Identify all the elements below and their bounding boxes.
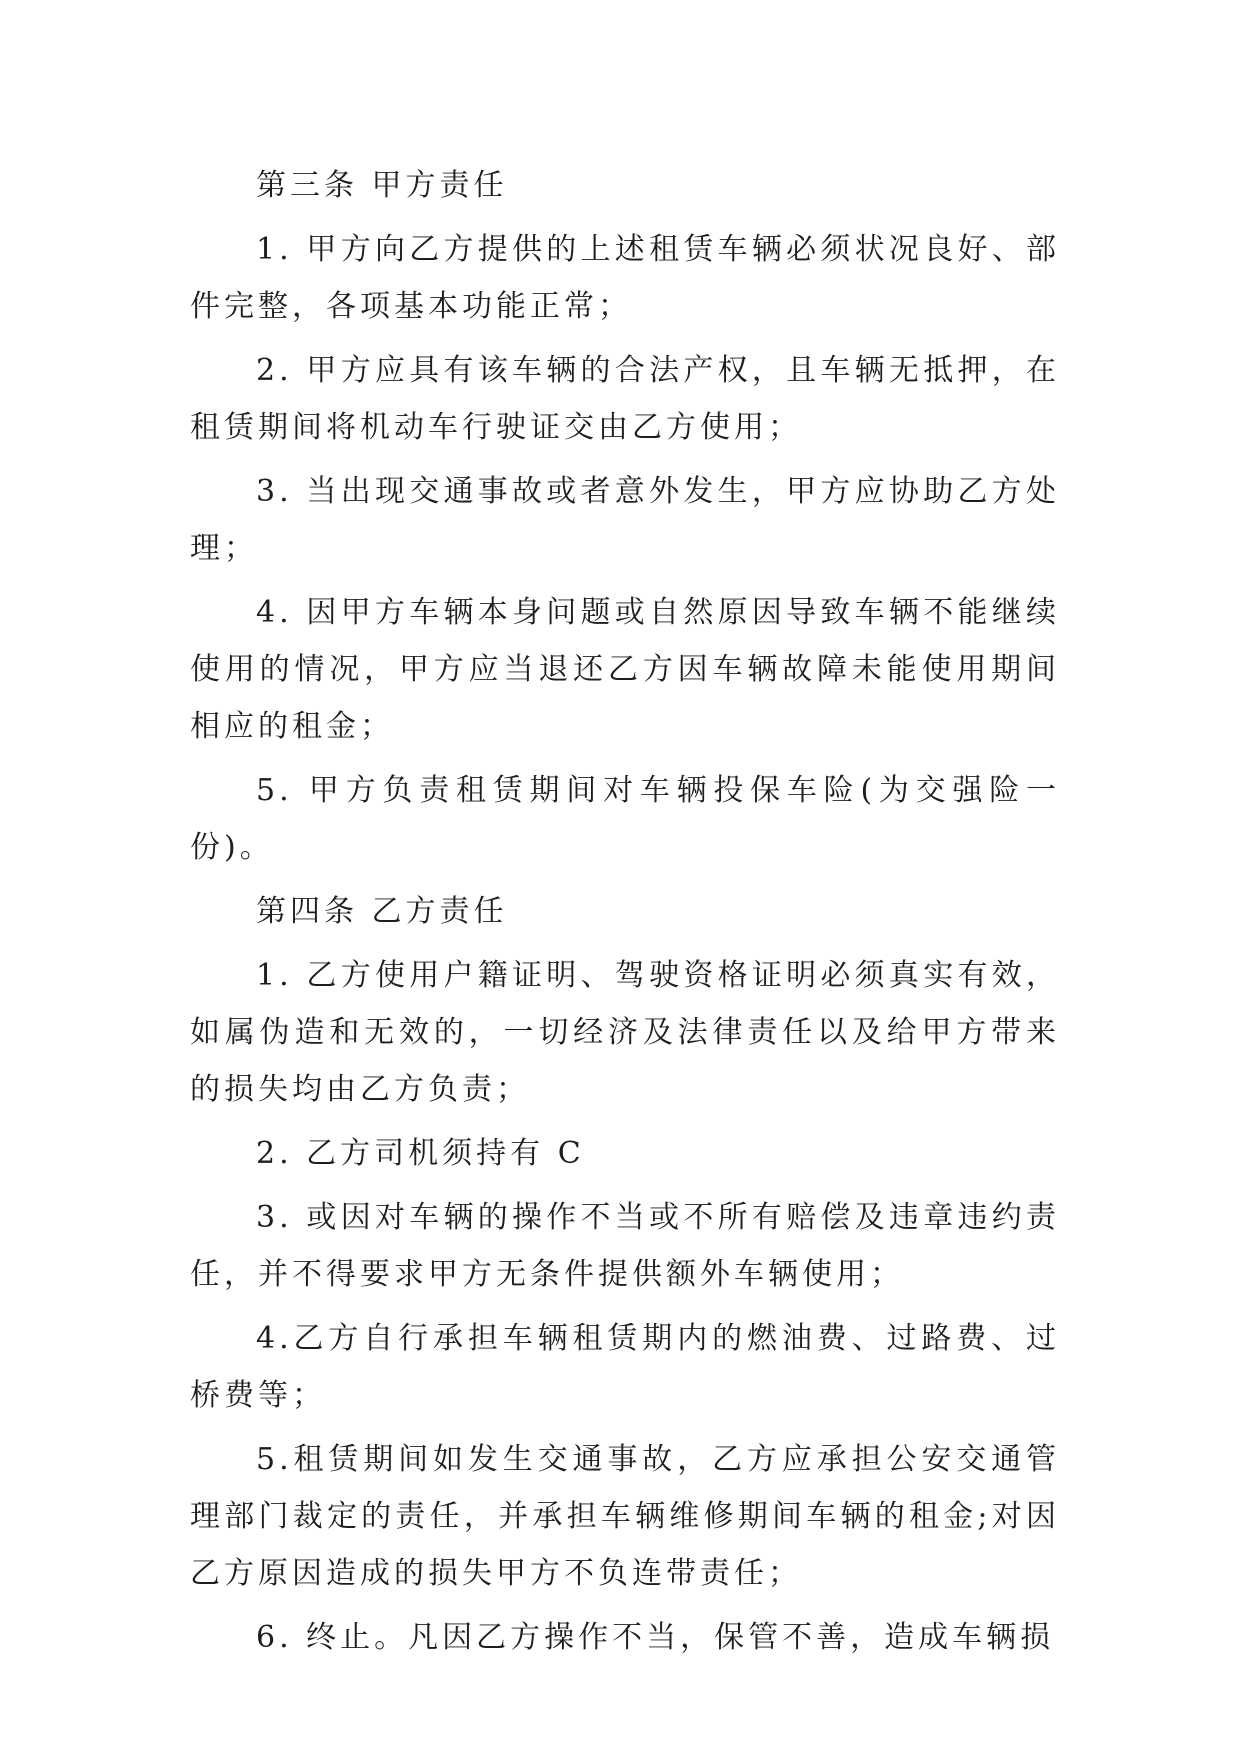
article-4-heading: 第四条 乙方责任 — [256, 894, 508, 929]
article-3-item-2: 2. 甲方应具有该车辆的合法产权，且车辆无抵押，在租赁期间将机动车行驶证交由乙方使用； — [190, 353, 1060, 445]
article-3-heading: 第三条 甲方责任 — [256, 168, 508, 203]
article-3-item-3: 3. 当出现交通事故或者意外发生，甲方应协助乙方处理； — [190, 474, 1060, 566]
article-3-item-4: 4. 因甲方车辆本身问题或自然原因导致车辆不能继续使用的情况，甲方应当退还乙方因车辆故障未能使用期间相应的租金； — [190, 595, 1060, 744]
article-4-item-1: 1. 乙方使用户籍证明、驾驶资格证明必须真实有效，如属伪造和无效的，一切经济及法律责任以及给甲方带来的损失均由乙方负责； — [190, 958, 1060, 1107]
article-4-item-6: 6. 终止。凡因乙方操作不当，保管不善，造成车辆损 — [256, 1620, 1055, 1655]
article-3-item-5: 5. 甲方负责租赁期间对车辆投保车险(为交强险一份)。 — [190, 773, 1060, 865]
article-4-item-3: 3. 或因对车辆的操作不当或不所有赔偿及违章违约责任，并不得要求甲方无条件提供额外车辆使用； — [190, 1200, 1060, 1292]
article-4-item-4: 4.乙方自行承担车辆租赁期内的燃油费、过路费、过桥费等； — [190, 1321, 1060, 1413]
document-body — [190, 157, 1060, 1673]
article-3-item-1: 1. 甲方向乙方提供的上述租赁车辆必须状况良好、部件完整，各项基本功能正常； — [190, 232, 1060, 324]
article-4-item-2: 2. 乙方司机须持有 C — [256, 1136, 585, 1171]
article-4-item-5: 5.租赁期间如发生交通事故，乙方应承担公安交通管理部门裁定的责任，并承担车辆维修期间车辆的租金;对因乙方原因造成的损失甲方不负连带责任； — [190, 1442, 1060, 1591]
